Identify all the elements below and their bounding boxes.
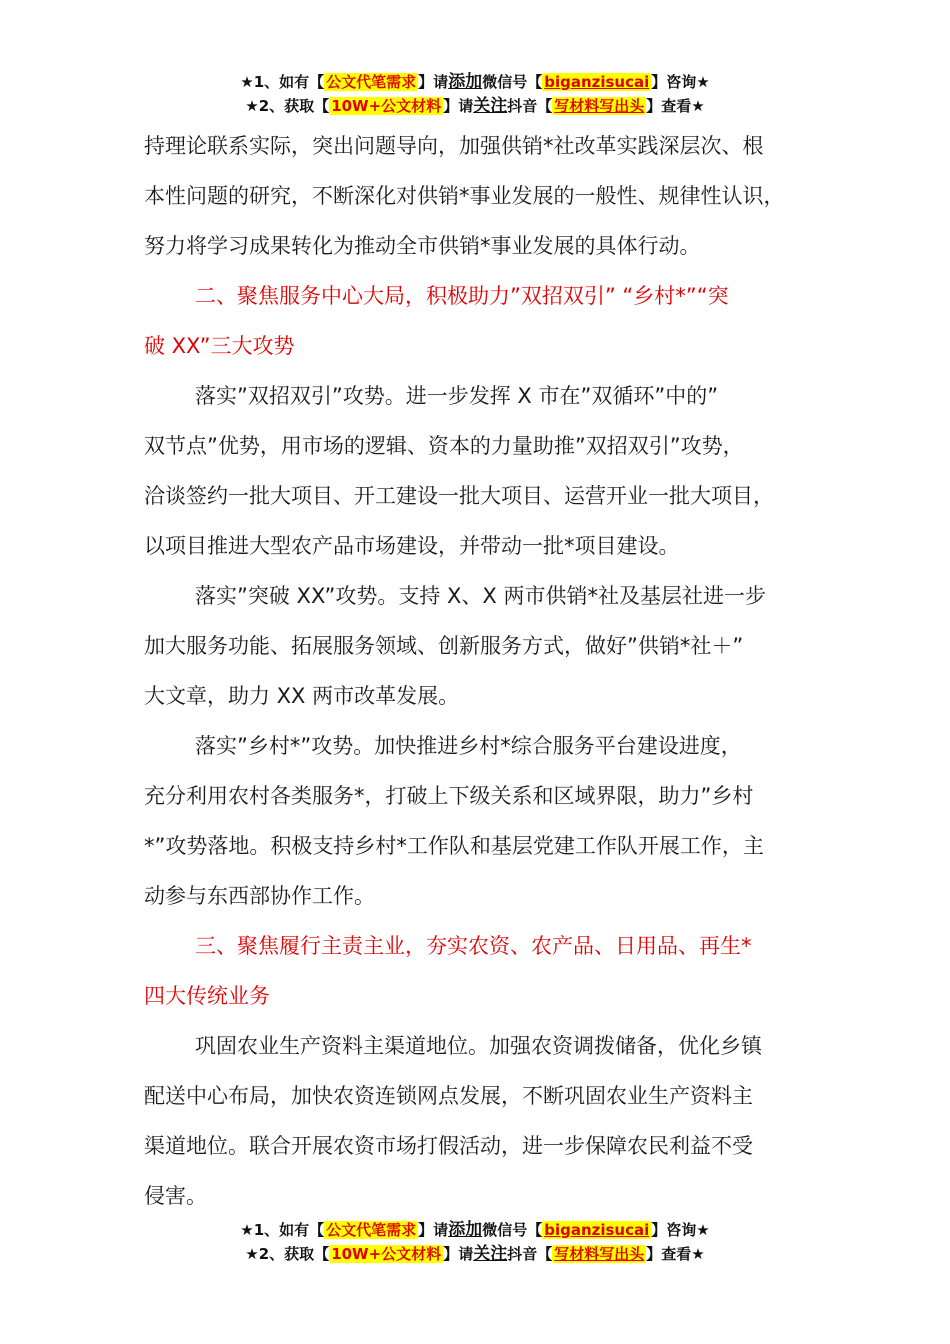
body-line: 落实”突破 XX”攻势。支持 X、X 两市供销*社及基层社进一步: [195, 584, 766, 608]
banner-text: 抖音【: [507, 97, 553, 115]
section-heading-3-cont: 四大传统业务: [144, 984, 270, 1008]
banner-wechat-id: biganzisucai: [544, 73, 650, 91]
section-heading-2: 二、聚焦服务中心大局，积极助力”双招双引” “乡村*”“突: [195, 284, 729, 308]
banner-line-2: [0, 94, 950, 118]
banner-highlight: 公文代笔需求: [326, 73, 417, 91]
body-line: 渠道地位。联合开展农资市场打假活动，进一步保障农民利益不受: [144, 1134, 753, 1158]
body-line: 努力将学习成果转化为推动全市供销*事业发展的具体行动。: [144, 234, 701, 258]
body-line: 配送中心布局，加快农资连锁网点发展，不断巩固农业生产资料主: [144, 1084, 753, 1108]
banner-text: 微信号【: [482, 1221, 543, 1239]
banner-text: 】查看★: [646, 97, 705, 115]
body-line: 动参与东西部协作工作。: [144, 884, 375, 908]
banner-text: 】查看★: [646, 1245, 705, 1263]
banner-line-1: [0, 1218, 950, 1242]
banner-emphasis: 添加: [448, 1220, 483, 1240]
body-line: 持理论联系实际，突出问题导向，加强供销*社改革实践深层次、根: [144, 134, 764, 158]
banner-highlight: 10W+公文材料: [331, 1245, 442, 1263]
section-heading-3: 三、聚焦履行主责主业，夯实农资、农产品、日用品、再生*: [195, 934, 752, 958]
banner-text: ★1、如有【: [240, 1221, 325, 1239]
banner-text: 】咨询★: [651, 73, 710, 91]
banner-text: ★1、如有【: [240, 73, 325, 91]
banner-emphasis: 关注: [473, 1244, 508, 1264]
banner-douyin-id: 写材料写出头: [554, 97, 645, 115]
banner-text: ★2、获取【: [245, 97, 330, 115]
banner-text: 】请: [418, 1221, 449, 1239]
body-line: 以项目推进大型农产品市场建设，并带动一批*项目建设。: [144, 534, 680, 558]
body-line: 洽谈签约一批大项目、开工建设一批大项目、运营开业一批大项目，: [144, 484, 774, 508]
body-line: 巩固农业生产资料主渠道地位。加强农资调拨储备，优化乡镇: [195, 1034, 762, 1058]
banner-text: 】请: [443, 97, 474, 115]
footer-banner: [0, 1218, 950, 1266]
body-line: 落实”双招双引”攻势。进一步发挥 X 市在”双循环”中的”: [195, 384, 719, 408]
banner-highlight: 10W+公文材料: [331, 97, 442, 115]
banner-text: 】请: [418, 73, 449, 91]
banner-wechat-id: biganzisucai: [544, 1221, 650, 1239]
body-line: 落实”乡村*”攻势。加快推进乡村*综合服务平台建设进度，: [195, 734, 742, 758]
banner-text: ★2、获取【: [245, 1245, 330, 1263]
banner-text: 】咨询★: [651, 1221, 710, 1239]
banner-highlight: 公文代笔需求: [326, 1221, 417, 1239]
banner-line-1: [0, 70, 950, 94]
banner-emphasis: 关注: [473, 96, 508, 116]
header-banner: [0, 70, 950, 118]
banner-text: 微信号【: [482, 73, 543, 91]
banner-text: 】请: [443, 1245, 474, 1263]
body-line: 侵害。: [144, 1184, 207, 1208]
body-line: 本性问题的研究，不断深化对供销*事业发展的一般性、规律性认识，: [144, 184, 785, 208]
section-heading-2-cont: 破 XX”三大攻势: [144, 334, 295, 358]
body-line: 充分利用农村各类服务*，打破上下级关系和区域界限，助力”乡村: [144, 784, 754, 808]
banner-line-2: [0, 1242, 950, 1266]
body-line: 大文章，助力 XX 两市改革发展。: [144, 684, 460, 708]
banner-emphasis: 添加: [448, 72, 483, 92]
body-line: 双节点”优势，用市场的逻辑、资本的力量助推”双招双引”攻势，: [144, 434, 744, 458]
banner-text: 抖音【: [507, 1245, 553, 1263]
body-line: 加大服务功能、拓展服务领域、创新服务方式，做好”供销*社＋”: [144, 634, 744, 658]
document-body: [144, 121, 834, 1221]
body-line: *”攻势落地。积极支持乡村*工作队和基层党建工作队开展工作，主: [144, 834, 764, 858]
banner-douyin-id: 写材料写出头: [554, 1245, 645, 1263]
